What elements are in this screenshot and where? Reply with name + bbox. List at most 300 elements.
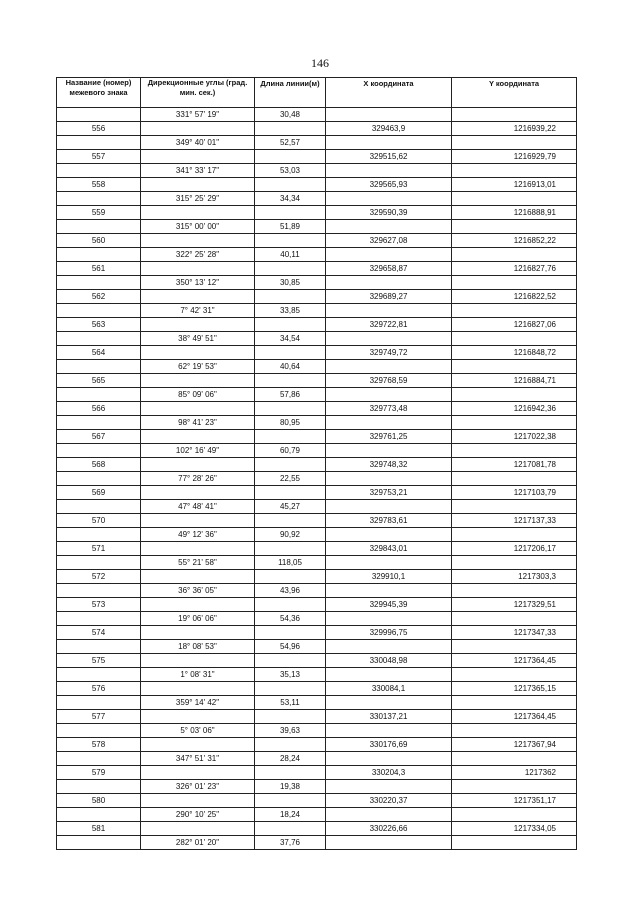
segment-row: [57, 640, 577, 654]
empty-cell: [57, 752, 141, 766]
empty-cell: [255, 374, 326, 388]
empty-cell: [255, 458, 326, 472]
direction-angle: 326° 01' 23": [141, 780, 255, 794]
point-row: [57, 822, 577, 836]
line-length: 43,96: [255, 584, 326, 598]
y-coordinate: 1217329,51: [452, 598, 577, 612]
empty-cell: [326, 500, 452, 514]
mark-name: 577: [57, 710, 141, 724]
empty-cell: [452, 808, 577, 822]
x-coordinate: 330137,21: [326, 710, 452, 724]
empty-cell: [141, 262, 255, 276]
empty-cell: [452, 164, 577, 178]
x-coordinate: 329945,39: [326, 598, 452, 612]
direction-angle: 77° 28' 26": [141, 472, 255, 486]
empty-cell: [452, 220, 577, 234]
empty-cell: [57, 696, 141, 710]
empty-cell: [326, 444, 452, 458]
empty-cell: [141, 318, 255, 332]
empty-cell: [57, 808, 141, 822]
y-coordinate: 1217347,33: [452, 626, 577, 640]
empty-cell: [452, 416, 577, 430]
empty-cell: [326, 640, 452, 654]
mark-name: 572: [57, 570, 141, 584]
y-coordinate: 1216888,91: [452, 206, 577, 220]
empty-cell: [452, 136, 577, 150]
segment-row: [57, 276, 577, 290]
empty-cell: [141, 626, 255, 640]
segment-row: [57, 780, 577, 794]
empty-cell: [141, 766, 255, 780]
empty-cell: [141, 374, 255, 388]
empty-cell: [326, 668, 452, 682]
x-coordinate: 329783,61: [326, 514, 452, 528]
segment-row: [57, 220, 577, 234]
x-coordinate: 329910,1: [326, 570, 452, 584]
point-row: [57, 290, 577, 304]
point-row: [57, 122, 577, 136]
segment-row: [57, 332, 577, 346]
empty-cell: [452, 780, 577, 794]
empty-cell: [452, 276, 577, 290]
empty-cell: [141, 654, 255, 668]
x-coordinate: 329773,48: [326, 402, 452, 416]
empty-cell: [255, 794, 326, 808]
mark-name: 579: [57, 766, 141, 780]
segment-row: [57, 724, 577, 738]
mark-name: 560: [57, 234, 141, 248]
empty-cell: [452, 360, 577, 374]
empty-cell: [326, 780, 452, 794]
empty-cell: [452, 528, 577, 542]
empty-cell: [57, 332, 141, 346]
direction-angle: 19° 06' 06": [141, 612, 255, 626]
line-length: 30,48: [255, 108, 326, 122]
empty-cell: [326, 108, 452, 122]
empty-cell: [141, 710, 255, 724]
empty-cell: [57, 500, 141, 514]
line-length: 54,96: [255, 640, 326, 654]
y-coordinate: 1217364,45: [452, 654, 577, 668]
empty-cell: [57, 136, 141, 150]
table-header-row: [57, 78, 577, 108]
segment-row: [57, 808, 577, 822]
empty-cell: [452, 752, 577, 766]
segment-row: [57, 304, 577, 318]
direction-angle: 290° 10' 25": [141, 808, 255, 822]
point-row: [57, 654, 577, 668]
empty-cell: [255, 626, 326, 640]
mark-name: 565: [57, 374, 141, 388]
line-length: 51,89: [255, 220, 326, 234]
empty-cell: [57, 304, 141, 318]
empty-cell: [255, 710, 326, 724]
x-coordinate: 330226,66: [326, 822, 452, 836]
direction-angle: 85° 09' 06": [141, 388, 255, 402]
empty-cell: [141, 346, 255, 360]
mark-name: 574: [57, 626, 141, 640]
empty-cell: [255, 682, 326, 696]
point-row: [57, 206, 577, 220]
empty-cell: [141, 206, 255, 220]
empty-cell: [255, 290, 326, 304]
empty-cell: [255, 178, 326, 192]
direction-angle: 38° 49' 51": [141, 332, 255, 346]
point-row: [57, 738, 577, 752]
segment-row: [57, 500, 577, 514]
mark-name: 580: [57, 794, 141, 808]
direction-angle: 315° 00' 00": [141, 220, 255, 234]
empty-cell: [326, 220, 452, 234]
empty-cell: [255, 318, 326, 332]
empty-cell: [326, 136, 452, 150]
empty-cell: [255, 346, 326, 360]
empty-cell: [57, 780, 141, 794]
empty-cell: [141, 234, 255, 248]
x-coordinate: 329722,81: [326, 318, 452, 332]
empty-cell: [452, 556, 577, 570]
y-coordinate: 1216884,71: [452, 374, 577, 388]
direction-angle: 322° 25' 28": [141, 248, 255, 262]
empty-cell: [141, 514, 255, 528]
empty-cell: [141, 682, 255, 696]
point-row: [57, 486, 577, 500]
point-row: [57, 178, 577, 192]
direction-angle: 36° 36' 05": [141, 584, 255, 598]
direction-angle: 349° 40' 01": [141, 136, 255, 150]
y-coordinate: 1216827,76: [452, 262, 577, 276]
coordinates-table: [56, 77, 577, 850]
empty-cell: [57, 360, 141, 374]
direction-angle: 98° 41' 23": [141, 416, 255, 430]
y-coordinate: 1217303,3: [452, 570, 577, 584]
empty-cell: [57, 528, 141, 542]
segment-row: [57, 836, 577, 850]
x-coordinate: 329748,32: [326, 458, 452, 472]
line-length: 90,92: [255, 528, 326, 542]
line-length: 53,11: [255, 696, 326, 710]
point-row: [57, 458, 577, 472]
empty-cell: [141, 290, 255, 304]
segment-row: [57, 136, 577, 150]
direction-angle: 7° 42' 31": [141, 304, 255, 318]
mark-name: 559: [57, 206, 141, 220]
empty-cell: [255, 514, 326, 528]
empty-cell: [57, 724, 141, 738]
x-coordinate: 329753,21: [326, 486, 452, 500]
y-coordinate: 1217103,79: [452, 486, 577, 500]
empty-cell: [57, 108, 141, 122]
empty-cell: [452, 836, 577, 850]
empty-cell: [57, 836, 141, 850]
segment-row: [57, 696, 577, 710]
segment-row: [57, 164, 577, 178]
direction-angle: 350° 13' 12": [141, 276, 255, 290]
line-length: 45,27: [255, 500, 326, 514]
line-length: 40,64: [255, 360, 326, 374]
direction-angle: 347° 51' 31": [141, 752, 255, 766]
empty-cell: [452, 640, 577, 654]
empty-cell: [452, 500, 577, 514]
x-coordinate: 329843,01: [326, 542, 452, 556]
empty-cell: [452, 444, 577, 458]
mark-name: 564: [57, 346, 141, 360]
empty-cell: [57, 584, 141, 598]
mark-name: 566: [57, 402, 141, 416]
x-coordinate: 329658,87: [326, 262, 452, 276]
empty-cell: [255, 822, 326, 836]
empty-cell: [326, 388, 452, 402]
x-coordinate: 330220,37: [326, 794, 452, 808]
x-coordinate: 330084,1: [326, 682, 452, 696]
header-x: X координата: [326, 78, 452, 108]
empty-cell: [255, 206, 326, 220]
point-row: [57, 262, 577, 276]
mark-name: 557: [57, 150, 141, 164]
segment-row: [57, 248, 577, 262]
point-row: [57, 766, 577, 780]
empty-cell: [57, 472, 141, 486]
empty-cell: [326, 304, 452, 318]
empty-cell: [141, 794, 255, 808]
empty-cell: [326, 276, 452, 290]
empty-cell: [255, 430, 326, 444]
empty-cell: [141, 150, 255, 164]
empty-cell: [326, 472, 452, 486]
segment-row: [57, 612, 577, 626]
empty-cell: [141, 598, 255, 612]
header-length: Длина линии(м): [255, 78, 326, 108]
mark-name: 562: [57, 290, 141, 304]
empty-cell: [57, 164, 141, 178]
empty-cell: [141, 122, 255, 136]
y-coordinate: 1216848,72: [452, 346, 577, 360]
header-angles: Дирекционные углы (град. мин. сек.): [141, 78, 255, 108]
empty-cell: [57, 556, 141, 570]
y-coordinate: 1216852,22: [452, 234, 577, 248]
point-row: [57, 318, 577, 332]
mark-name: 563: [57, 318, 141, 332]
empty-cell: [452, 332, 577, 346]
y-coordinate: 1216939,22: [452, 122, 577, 136]
mark-name: 576: [57, 682, 141, 696]
empty-cell: [57, 220, 141, 234]
empty-cell: [57, 388, 141, 402]
empty-cell: [452, 248, 577, 262]
segment-row: [57, 668, 577, 682]
line-length: 28,24: [255, 752, 326, 766]
y-coordinate: 1216822,52: [452, 290, 577, 304]
point-row: [57, 374, 577, 388]
segment-row: [57, 528, 577, 542]
empty-cell: [452, 304, 577, 318]
y-coordinate: 1217367,94: [452, 738, 577, 752]
x-coordinate: 329768,59: [326, 374, 452, 388]
x-coordinate: 330176,69: [326, 738, 452, 752]
empty-cell: [452, 108, 577, 122]
line-length: 35,13: [255, 668, 326, 682]
point-row: [57, 346, 577, 360]
line-length: 80,95: [255, 416, 326, 430]
segment-row: [57, 360, 577, 374]
empty-cell: [452, 668, 577, 682]
direction-angle: 282° 01' 20": [141, 836, 255, 850]
x-coordinate: 329515,62: [326, 150, 452, 164]
mark-name: 556: [57, 122, 141, 136]
direction-angle: 62° 19' 53": [141, 360, 255, 374]
segment-row: [57, 108, 577, 122]
direction-angle: 47° 48' 41": [141, 500, 255, 514]
x-coordinate: 329590,39: [326, 206, 452, 220]
y-coordinate: 1217137,33: [452, 514, 577, 528]
empty-cell: [255, 262, 326, 276]
mark-name: 581: [57, 822, 141, 836]
direction-angle: 341° 33' 17": [141, 164, 255, 178]
direction-angle: 5° 03' 06": [141, 724, 255, 738]
empty-cell: [141, 178, 255, 192]
empty-cell: [326, 164, 452, 178]
empty-cell: [452, 696, 577, 710]
empty-cell: [452, 192, 577, 206]
segment-row: [57, 192, 577, 206]
mark-name: 558: [57, 178, 141, 192]
y-coordinate: 1217351,17: [452, 794, 577, 808]
line-length: 34,34: [255, 192, 326, 206]
empty-cell: [255, 598, 326, 612]
point-row: [57, 402, 577, 416]
x-coordinate: 329689,27: [326, 290, 452, 304]
empty-cell: [255, 570, 326, 584]
segment-row: [57, 444, 577, 458]
y-coordinate: 1217206,17: [452, 542, 577, 556]
empty-cell: [141, 542, 255, 556]
y-coordinate: 1217022,38: [452, 430, 577, 444]
x-coordinate: 329565,93: [326, 178, 452, 192]
x-coordinate: 329761,25: [326, 430, 452, 444]
segment-row: [57, 472, 577, 486]
line-length: 18,24: [255, 808, 326, 822]
empty-cell: [57, 248, 141, 262]
line-length: 34,54: [255, 332, 326, 346]
mark-name: 569: [57, 486, 141, 500]
line-length: 39,63: [255, 724, 326, 738]
direction-angle: 331° 57' 19": [141, 108, 255, 122]
point-row: [57, 430, 577, 444]
x-coordinate: 329627,08: [326, 234, 452, 248]
line-length: 53,03: [255, 164, 326, 178]
direction-angle: 1° 08' 31": [141, 668, 255, 682]
empty-cell: [141, 430, 255, 444]
line-length: 52,57: [255, 136, 326, 150]
empty-cell: [452, 584, 577, 598]
y-coordinate: 1216942,36: [452, 402, 577, 416]
line-length: 60,79: [255, 444, 326, 458]
empty-cell: [57, 640, 141, 654]
point-row: [57, 626, 577, 640]
header-y: Y координата: [452, 78, 577, 108]
empty-cell: [57, 192, 141, 206]
mark-name: 573: [57, 598, 141, 612]
line-length: 54,36: [255, 612, 326, 626]
segment-row: [57, 556, 577, 570]
empty-cell: [326, 584, 452, 598]
y-coordinate: 1216913,01: [452, 178, 577, 192]
empty-cell: [255, 150, 326, 164]
empty-cell: [452, 472, 577, 486]
empty-cell: [326, 556, 452, 570]
mark-name: 561: [57, 262, 141, 276]
empty-cell: [255, 738, 326, 752]
point-row: [57, 570, 577, 584]
direction-angle: 55° 21' 58": [141, 556, 255, 570]
line-length: 118,05: [255, 556, 326, 570]
table-body: [57, 108, 577, 850]
mark-name: 571: [57, 542, 141, 556]
y-coordinate: 1217081,78: [452, 458, 577, 472]
empty-cell: [326, 528, 452, 542]
line-length: 33,85: [255, 304, 326, 318]
empty-cell: [255, 486, 326, 500]
empty-cell: [141, 738, 255, 752]
empty-cell: [57, 276, 141, 290]
y-coordinate: 1216929,79: [452, 150, 577, 164]
empty-cell: [255, 402, 326, 416]
empty-cell: [326, 724, 452, 738]
empty-cell: [326, 808, 452, 822]
y-coordinate: 1217362: [452, 766, 577, 780]
point-row: [57, 234, 577, 248]
line-length: 22,55: [255, 472, 326, 486]
mark-name: 578: [57, 738, 141, 752]
mark-name: 567: [57, 430, 141, 444]
empty-cell: [326, 836, 452, 850]
direction-angle: 49° 12' 36": [141, 528, 255, 542]
point-row: [57, 150, 577, 164]
line-length: 40,11: [255, 248, 326, 262]
line-length: 57,86: [255, 388, 326, 402]
empty-cell: [326, 360, 452, 374]
empty-cell: [141, 570, 255, 584]
empty-cell: [326, 696, 452, 710]
empty-cell: [452, 388, 577, 402]
segment-row: [57, 388, 577, 402]
point-row: [57, 710, 577, 724]
point-row: [57, 514, 577, 528]
empty-cell: [141, 822, 255, 836]
x-coordinate: 330048,98: [326, 654, 452, 668]
point-row: [57, 542, 577, 556]
x-coordinate: 330204,3: [326, 766, 452, 780]
empty-cell: [255, 542, 326, 556]
x-coordinate: 329996,75: [326, 626, 452, 640]
line-length: 30,85: [255, 276, 326, 290]
page-number: 146: [311, 56, 329, 70]
direction-angle: 18° 08' 53": [141, 640, 255, 654]
empty-cell: [141, 402, 255, 416]
empty-cell: [57, 612, 141, 626]
empty-cell: [326, 612, 452, 626]
segment-row: [57, 752, 577, 766]
y-coordinate: 1217334,05: [452, 822, 577, 836]
point-row: [57, 598, 577, 612]
y-coordinate: 1217365,15: [452, 682, 577, 696]
empty-cell: [326, 248, 452, 262]
header-mark-name: Название (номер) межевого знака: [57, 78, 141, 108]
x-coordinate: 329463,9: [326, 122, 452, 136]
empty-cell: [57, 444, 141, 458]
empty-cell: [141, 486, 255, 500]
point-row: [57, 794, 577, 808]
